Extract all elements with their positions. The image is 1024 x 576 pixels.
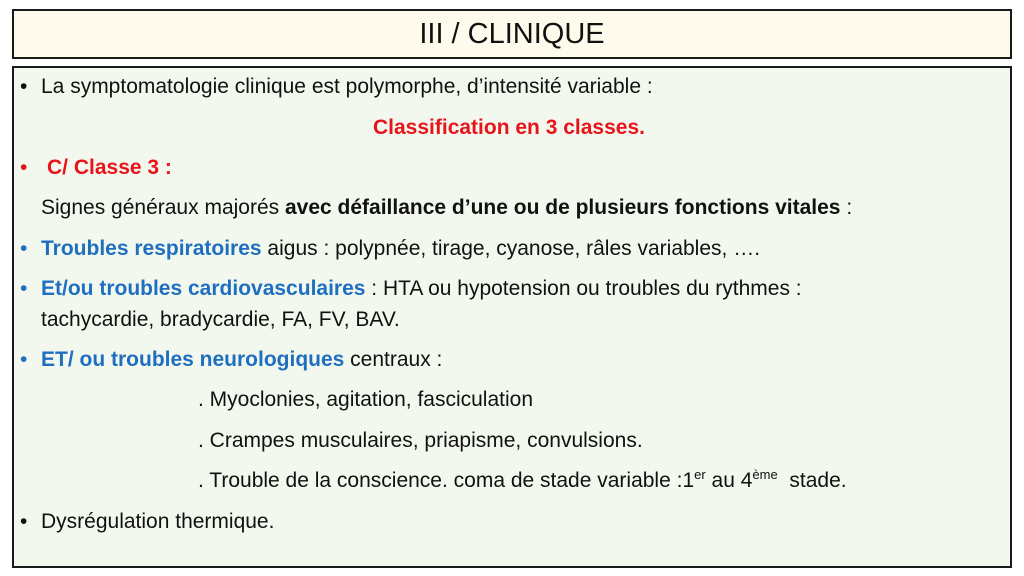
bullet-icon: • bbox=[20, 75, 28, 98]
intro-text: La symptomatologie clinique est polymorphe, d’intensité variable : bbox=[41, 75, 653, 98]
bullet-icon: • bbox=[20, 277, 28, 300]
conscience-prefix: . Trouble de la conscience. coma de stade variable :1 bbox=[198, 469, 695, 492]
neuro-text bbox=[41, 347, 442, 373]
cardio-label: Et/ou troubles cardiovasculaires bbox=[41, 277, 366, 300]
slide-content bbox=[12, 66, 1012, 568]
bullet-icon: • bbox=[20, 510, 28, 533]
signes-prefix: Signes généraux majorés bbox=[41, 196, 285, 219]
sup-eme: ème bbox=[752, 467, 778, 482]
neuro-detail: centraux : bbox=[344, 348, 443, 371]
slide-title: III / CLINIQUE bbox=[419, 17, 605, 50]
classe-heading: C/ Classe 3 : bbox=[47, 156, 172, 179]
sup-er: er bbox=[694, 467, 706, 482]
respiratoires-label: Troubles respiratoires bbox=[41, 237, 262, 260]
bullet-icon: • bbox=[20, 237, 28, 260]
neuro-label: ET/ ou troubles neurologiques bbox=[41, 348, 345, 371]
cardio-detail: : HTA ou hypotension ou troubles du rythmes : bbox=[365, 277, 802, 300]
cardio-detail-2: tachycardie, bradycardie, FA, FV, BAV. bbox=[41, 308, 400, 331]
conscience-mid: au 4 bbox=[705, 469, 753, 492]
neuro-item-conscience bbox=[198, 468, 847, 494]
neuro-item-myoclonies: . Myoclonies, agitation, fasciculation bbox=[198, 388, 534, 411]
thermique-text: Dysrégulation thermique. bbox=[41, 510, 275, 533]
neuro-item-crampes: . Crampes musculaires, priapisme, convulsions. bbox=[198, 429, 643, 452]
respiratoires-detail: aigus : polypnée, tirage, cyanose, râles variables, …. bbox=[261, 237, 761, 260]
slide-title-box bbox=[12, 9, 1012, 59]
classification-text: Classification en 3 classes. bbox=[373, 116, 645, 139]
signes-bold: avec défaillance d’une ou de plusieurs fonctions vitales bbox=[284, 196, 841, 219]
cardio-text bbox=[41, 276, 802, 302]
conscience-suffix: stade. bbox=[777, 469, 847, 492]
bullet-icon: • bbox=[20, 348, 28, 371]
bullet-icon: • bbox=[20, 156, 28, 179]
signes-text bbox=[41, 195, 852, 221]
signes-suffix: : bbox=[840, 196, 853, 219]
respiratoires-text bbox=[41, 236, 760, 262]
